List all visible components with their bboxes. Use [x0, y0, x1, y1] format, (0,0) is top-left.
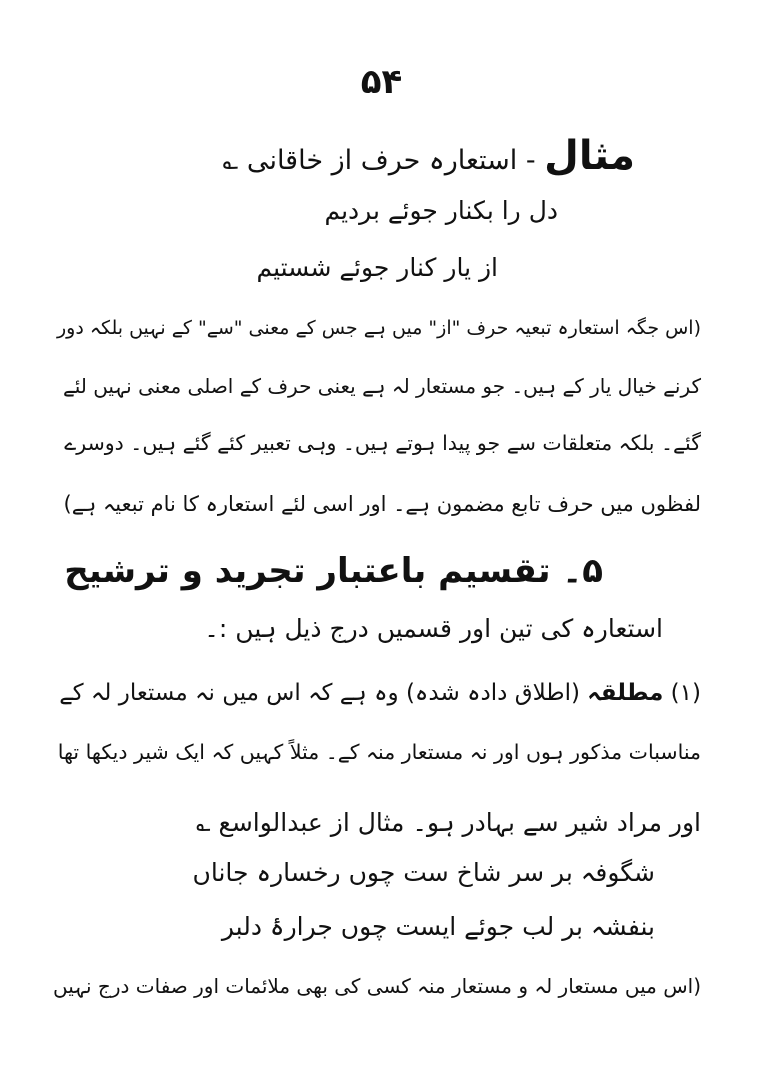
- example-heading: [223, 133, 635, 179]
- paragraph-line-3: گئے۔ بلکہ متعلقات سے جو پیدا ہوتے ہیں۔ وہی تعبیر کئے گئے ہیں۔ دوسرے: [64, 431, 701, 455]
- item-1-number: (۱): [663, 680, 701, 706]
- item-1-term: مطلقہ: [587, 680, 664, 706]
- paragraph-line-2: کرنے خیال یار کے ہیں۔ جو مستعار لہ ہے یعنی حرف کے اصلی معنی نہیں لئے: [63, 374, 701, 398]
- paragraph-line-1: (اس جگہ استعارہ تبعیہ حرف "از" میں ہے جس کے معنی "سے" کے نہیں بلکہ دور: [57, 317, 701, 339]
- intro-line: استعارہ کی تین اور قسمیں درج ذیل ہیں :۔: [204, 614, 663, 643]
- verse-line-1: دل را بکنار جوئے بردیم: [324, 196, 558, 225]
- verse-line-3: شگوفہ بر سر شاخ ست چوں رخسارہ جاناں: [192, 858, 655, 887]
- item-1-line-3: اور مراد شیر سے بہادر ہو۔ مثال از عبدالواسع ؎: [195, 808, 701, 837]
- heading-bold-word: مثال: [544, 133, 635, 179]
- paragraph-line-4: لفظوں میں حرف تابع مضمون ہے۔ اور اسی لئے استعارہ کا نام تبعیہ ہے): [63, 492, 701, 516]
- verse-line-2: از یار کنار جوئے شستیم: [256, 253, 498, 282]
- verse-line-4: بنفشہ بر لب جوئے ایست چوں جرارۂ دلبر: [221, 912, 655, 941]
- item-1-line-1: [59, 680, 701, 706]
- heading-text: - استعارہ حرف از خاقانی ؎: [222, 145, 545, 176]
- section-heading: ۵۔ تقسیم باعتبار تجرید و ترشیح: [64, 551, 603, 591]
- item-1-text: (اطلاق دادہ شدہ) وہ ہے کہ اس میں نہ مستعار لہ کے: [59, 680, 588, 706]
- item-1-line-2: مناسبات مذکور ہوں اور نہ مستعار منہ کے۔ مثلاً کہیں کہ ایک شیر دیکھا تھا: [57, 740, 701, 764]
- closing-line: (اس میں مستعار لہ و مستعار منہ کسی کی بھی ملائمات اور صفات درج نہیں: [53, 974, 701, 998]
- page-number: ۵۴: [360, 62, 403, 102]
